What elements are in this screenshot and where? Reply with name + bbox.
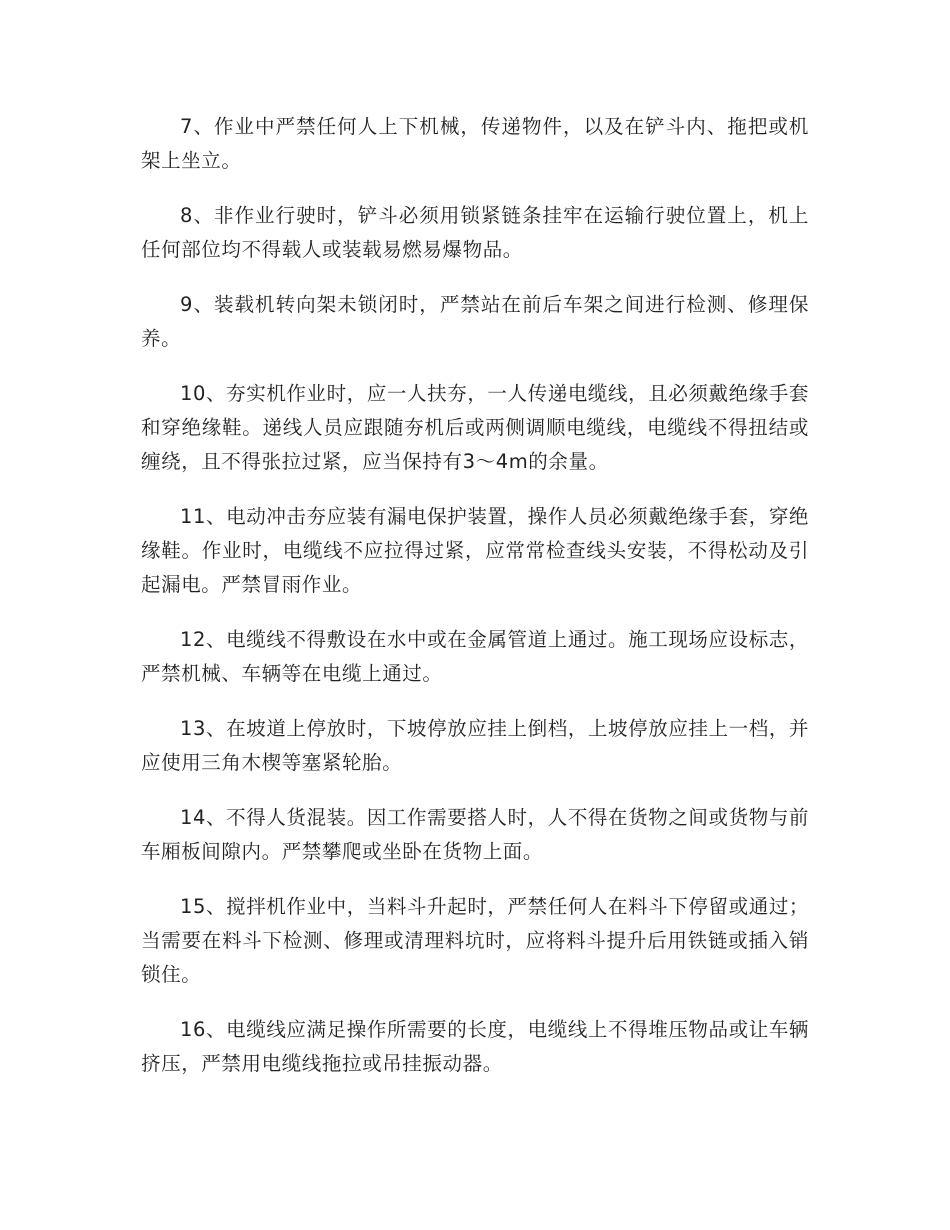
paragraph-item-14: 14、不得人货混装。因工作需要搭人时，人不得在货物之间或货物与前车厢板间隙内。严禁攀爬或坐卧在货物上面。 <box>141 806 810 863</box>
paragraph-item-9: 9、装载机转向架未锁闭时，严禁站在前后车架之间进行检测、修理保养。 <box>141 293 809 350</box>
paragraph-item-12: 12、电缆线不得敷设在水中或在金属管道上通过。施工现场应设标志，严禁机械、车辆等在电缆上通过。 <box>141 628 810 685</box>
paragraph-item-11: 11、电动冲击夯应装有漏电保护装置，操作人员必须戴绝缘手套，穿绝缘鞋。作业时，电缆线不应拉得过紧，应常常检查线头安装，不得松动及引起漏电。严禁冒雨作业。 <box>141 505 810 596</box>
paragraph-item-7: 7、作业中严禁任何人上下机械，传递物件，以及在铲斗内、拖把或机架上坐立。 <box>141 115 809 172</box>
paragraph-item-16: 16、电缆线应满足操作所需要的长度，电缆线上不得堆压物品或让车辆挤压，严禁用电缆线拖拉或吊挂振动器。 <box>141 1018 810 1075</box>
paragraph-item-15: 15、搅拌机作业中，当料斗升起时，严禁任何人在料斗下停留或通过；当需要在料斗下检测、修理或清理料坑时，应将料斗提升后用铁链或插入销锁住。 <box>141 895 810 986</box>
paragraph-item-8: 8、非作业行驶时，铲斗必须用锁紧链条挂牢在运输行驶位置上，机上任何部位均不得载人或装载易燃易爆物品。 <box>141 204 809 261</box>
document-body <box>141 110 809 1102</box>
paragraph-item-10: 10、夯实机作业时，应一人扶夯，一人传递电缆线，且必须戴绝缘手套和穿绝缘鞋。递线人员应跟随夯机后或两侧调顺电缆线，电缆线不得扭结或缠绕，且不得张拉过紧，应当保持有3～4m的余量。 <box>141 382 810 473</box>
paragraph-item-13: 13、在坡道上停放时，下坡停放应挂上倒档，上坡停放应挂上一档，并应使用三角木楔等塞紧轮胎。 <box>141 717 810 774</box>
